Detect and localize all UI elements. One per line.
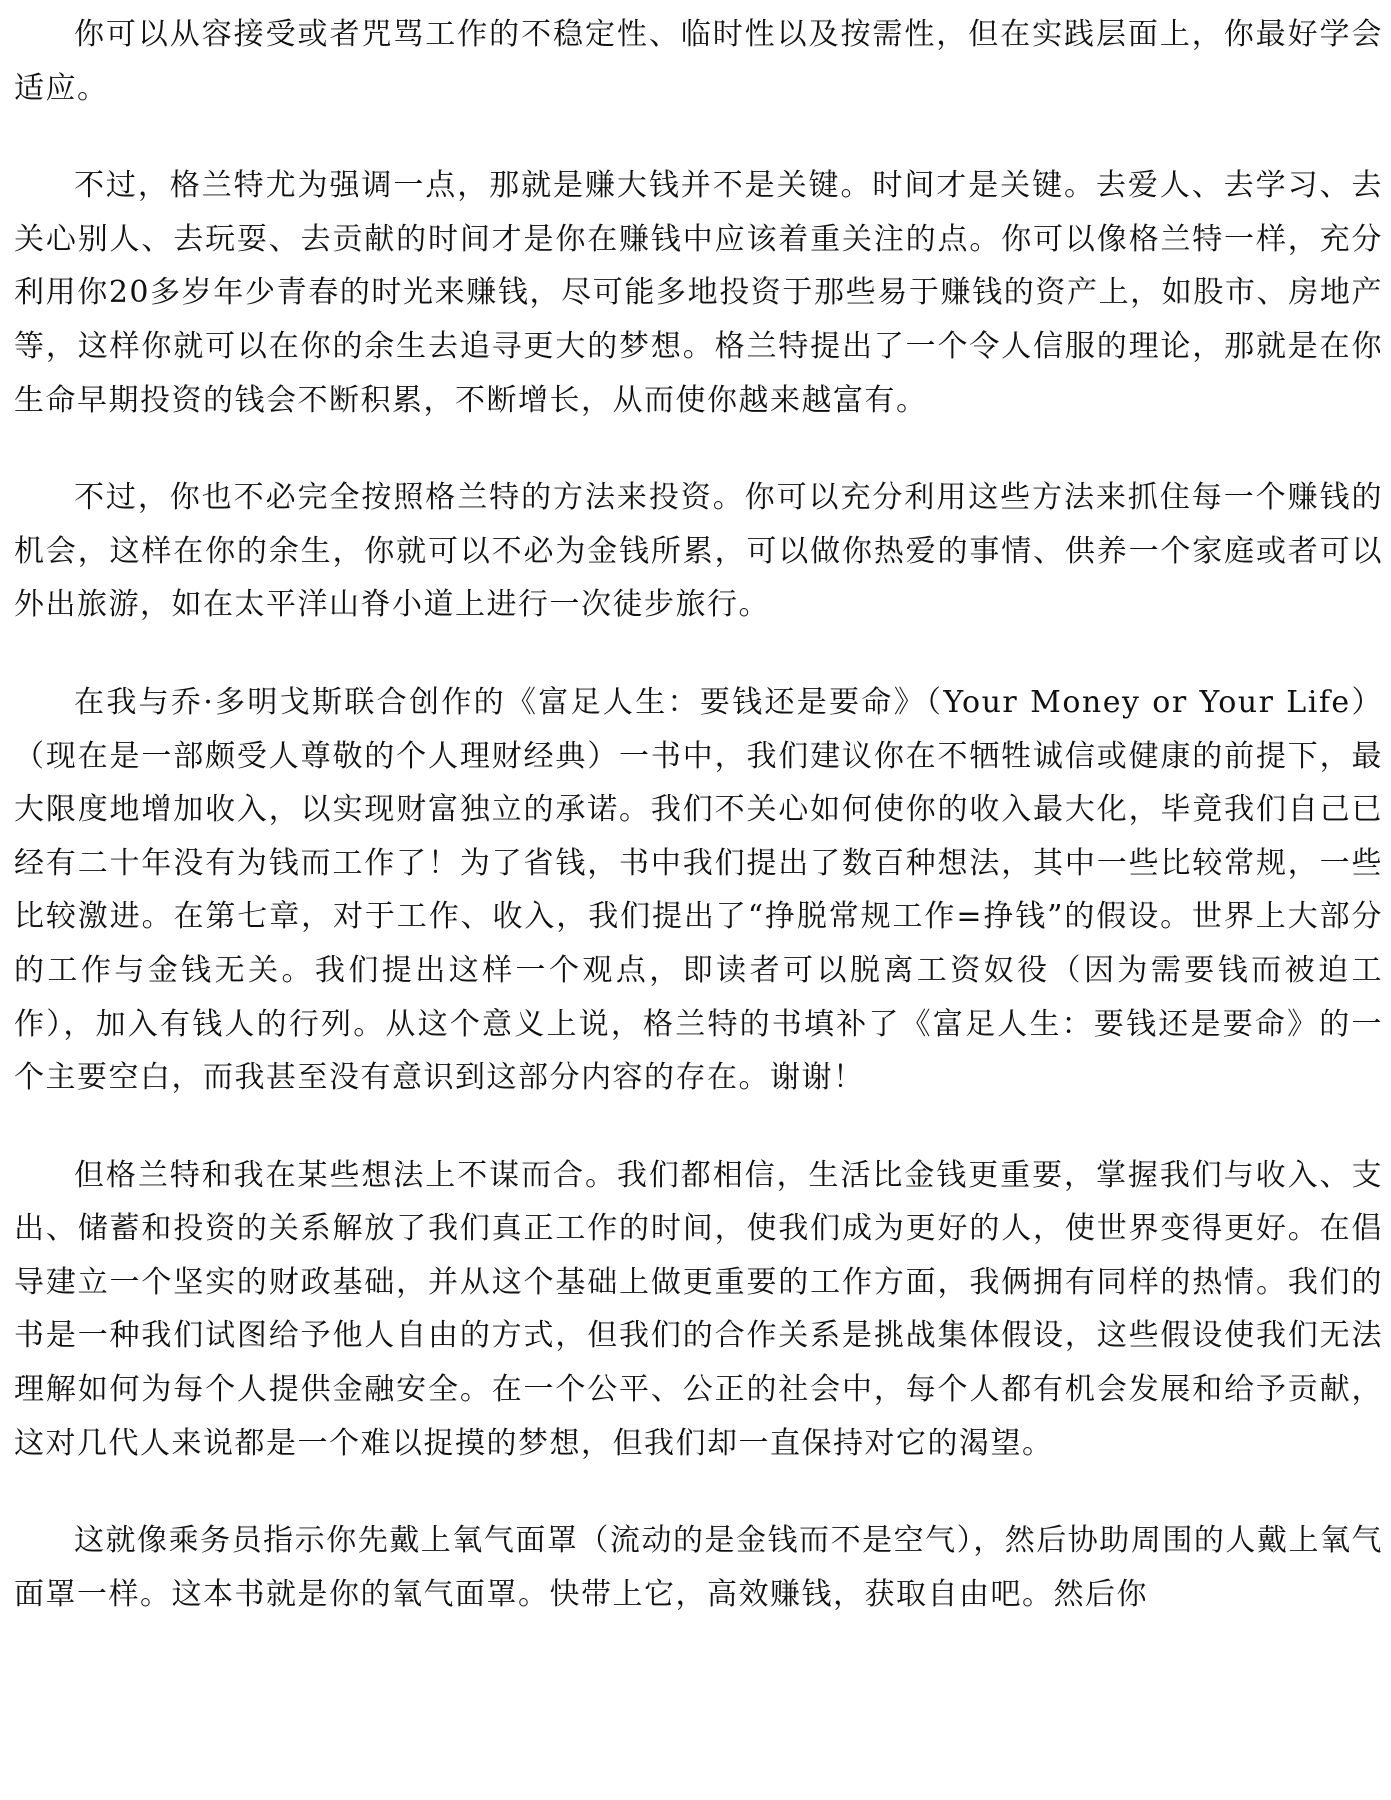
paragraph-1: 你可以从容接受或者咒骂工作的不稳定性、临时性以及按需性，但在实践层面上，你最好学会适应。 <box>14 17 1383 106</box>
paragraph-6: 这就像乘务员指示你先戴上氧气面罩（流动的是金钱而不是空气），然后协助周围的人戴上氧气面罩一样。这本书就是你的氧气面罩。快带上它，高效赚钱，获取自由吧。然后你 <box>14 1523 1383 1612</box>
paragraph-2: 不过，格兰特尤为强调一点，那就是赚大钱并不是关键。时间才是关键。去爱人、去学习、去关心别人、去玩耍、去贡献的时间才是你在赚钱中应该着重关注的点。你可以像格兰特一样，充分利用你20多岁年少青春的时光来赚钱，尽可能多地投资于那些易于赚钱的资产上，如股市、房地产等，这样你就可以在你的余生去追寻更大的梦想。格兰特提出了一个令人信服的理论，那就是在你生命早期投资的钱会不断积累，不断增长，从而使你越来越富有。 <box>14 168 1383 418</box>
paragraph-5: 但格兰特和我在某些想法上不谋而合。我们都相信，生活比金钱更重要，掌握我们与收入、支出、储蓄和投资的关系解放了我们真正工作的时间，使我们成为更好的人，使世界变得更好。在倡导建立一个坚实的财政基础，并从这个基础上做更重要的工作方面，我俩拥有同样的热情。我们的书是一种我们试图给予他人自由的方式，但我们的合作关系是挑战集体假设，这些假设使我们无法理解如何为每个人提供金融安全。在一个公平、公正的社会中，每个人都有机会发展和给予贡献，这对几代人来说都是一个难以捉摸的梦想，但我们却一直保持对它的渴望。 <box>14 1157 1383 1461</box>
paragraph-3: 不过，你也不必完全按照格兰特的方法来投资。你可以充分利用这些方法来抓住每一个赚钱的机会，这样在你的余生，你就可以不必为金钱所累，可以做你热爱的事情、供养一个家庭或者可以外出旅游，如在太平洋山脊小道上进行一次徒步旅行。 <box>14 480 1383 623</box>
paragraph-4: 在我与乔·多明戈斯联合创作的《富足人生：要钱还是要命》（Your Money or Your Life）（现在是一部颇受人尊敬的个人理财经典）一书中，我们建议你在不牺牲诚信或健康的前提下，最大限度地增加收入，以实现财富独立的承诺。我们不关心如何使你的收入最大化，毕竟我们自己已经有二十年没有为钱而工作了！为了省钱，书中我们提出了数百种想法，其中一些比较常规，一些比较激进。在第七章，对于工作、收入，我们提出了“挣脱常规工作=挣钱”的假设。世界上大部分的工作与金钱无关。我们提出这样一个观点，即读者可以脱离工资奴役（因为需要钱而被迫工作），加入有钱人的行列。从这个意义上说，格兰特的书填补了《富足人生：要钱还是要命》的一个主要空白，而我甚至没有意识到这部分内容的存在。谢谢！ <box>14 684 1383 1096</box>
